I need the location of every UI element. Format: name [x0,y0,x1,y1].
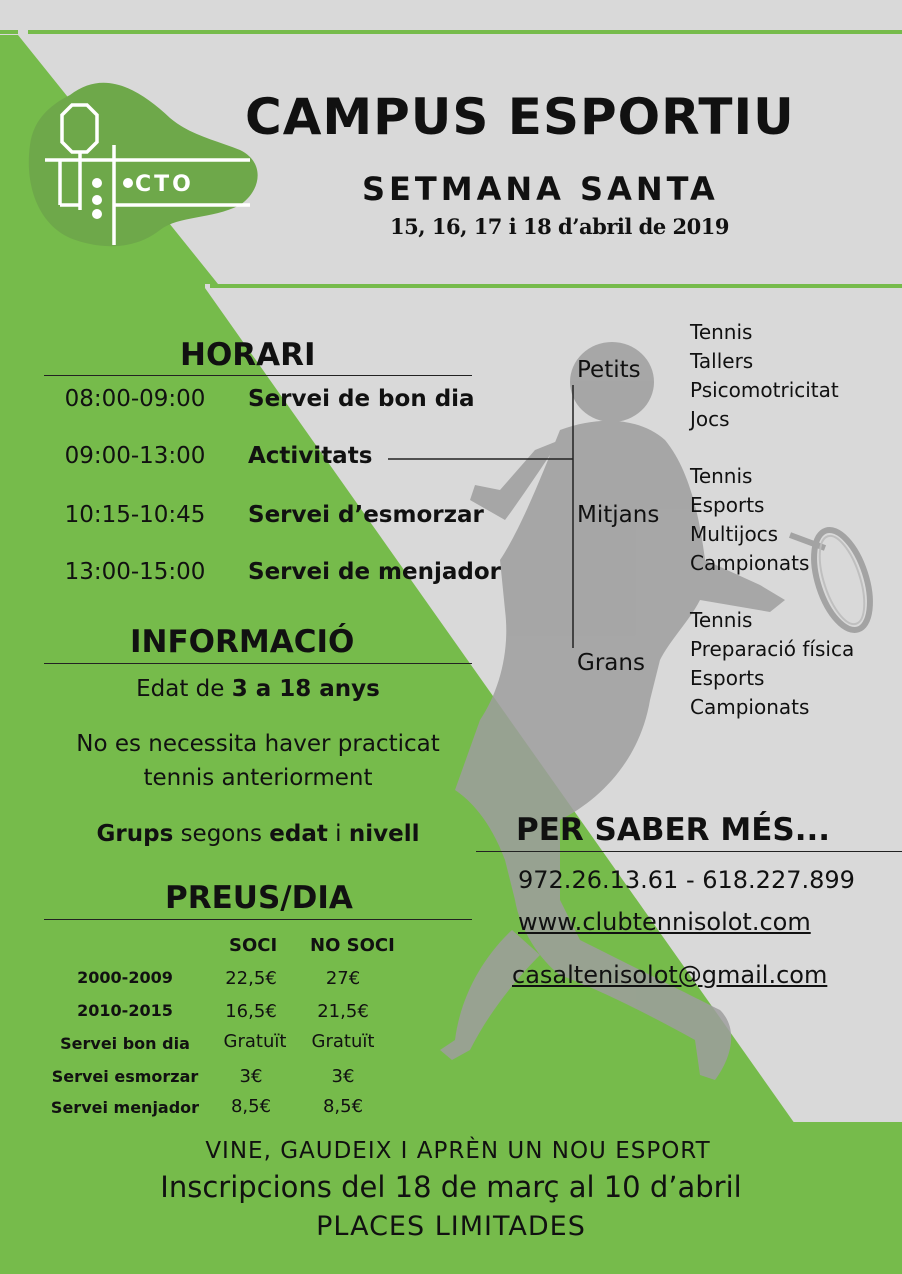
horari-heading: HORARI [180,337,316,373]
schedule-label: Servei de bon dia [248,386,475,412]
activity: Multijocs [690,522,779,546]
preus-heading: PREUS/DIA [165,880,353,916]
price-row-label: Servei esmorzar [51,1067,199,1086]
activity: Tennis [690,320,753,344]
groups-info [44,821,472,847]
activity: Preparació física [690,637,855,661]
groups-word: i [327,821,349,847]
col-no-soci: NO SOCI [310,935,395,956]
activity: Tennis [690,608,753,632]
price-row-label: 2000-2009 [77,968,173,987]
schedule-time: 09:00-13:00 [64,443,206,469]
price-soci: 3€ [239,1066,263,1087]
schedule-time: 13:00-15:00 [64,559,206,585]
footer-registration: Inscripcions del 18 de març al 10 d’abril [160,1170,742,1204]
price-soci: 16,5€ [225,1001,277,1022]
bottom-rule [0,1122,902,1126]
group-name: Mitjans [577,502,660,528]
price-soci: 8,5€ [230,1096,272,1117]
schedule-time: 10:15-10:45 [64,502,206,528]
price-row-label: Servei bon dia [60,1034,190,1053]
informacio-heading: INFORMACIÓ [130,624,355,660]
age-info [44,676,472,702]
group-name: Petits [577,357,641,383]
group-activities [690,318,839,434]
schedule-label: Servei de menjador [248,559,502,585]
experience-line-2: tennis anteriorment [143,765,373,791]
activity: Campionats [690,551,810,575]
logo-blob [29,83,258,246]
event-dates: 15, 16, 17 i 18 d’abril de 2019 [390,214,729,239]
page-title: CAMPUS ESPORTIU [245,88,795,146]
mid-rule-right [210,284,902,288]
mid-rule-left [0,284,205,288]
top-rule-left [0,30,18,34]
group-activities [690,606,854,722]
schedule-label: Activitats [248,443,373,469]
logo-text: CTO [135,172,194,197]
activity: Campionats [690,695,810,719]
preus-rule [44,919,472,920]
footer-limited: PLACES LIMITADES [316,1211,586,1242]
activity: Tennis [690,464,753,488]
groups-word: Grups [96,821,174,847]
price-row-label: Servei menjador [50,1098,200,1117]
groups-word: segons [173,821,270,847]
experience-line-1: No es necessita haver practicat [76,731,440,757]
groups-word: edat [269,821,328,847]
price-no-soci: 8,5€ [322,1096,364,1117]
schedule-label: Servei d’esmorzar [248,502,484,528]
price-no-soci: 27€ [325,968,361,989]
age-prefix: Edat de [136,676,232,702]
email-link[interactable]: casaltenisolot@gmail.com [512,961,828,989]
price-no-soci: 3€ [331,1066,355,1087]
col-soci: SOCI [229,935,278,956]
page-subtitle: SETMANA SANTA [362,170,719,208]
groups-word: nivell [348,821,420,847]
contact-heading: PER SABER MÉS... [516,812,831,848]
activity: Psicomotricitat [690,378,839,402]
price-soci: 22,5€ [225,968,277,989]
price-row-label: 2010-2015 [77,1001,173,1020]
top-rule-right [28,30,902,34]
horari-rule [44,375,472,376]
website-link[interactable]: www.clubtennisolot.com [518,908,811,936]
contact-rule [476,851,902,852]
logo [29,83,258,246]
age-range: 3 a 18 anys [231,676,380,702]
contact-phones[interactable]: 972.26.13.61 - 618.227.899 [518,866,855,894]
schedule-time: 08:00-09:00 [64,386,206,412]
group-name: Grans [577,650,645,676]
footer-slogan: VINE, GAUDEIX I APRÈN UN NOU ESPORT [205,1138,711,1164]
price-no-soci: 21,5€ [317,1001,369,1022]
informacio-rule [44,663,472,664]
price-soci: Gratuït [223,1031,287,1052]
activity: Esports [690,666,765,690]
activity: Tallers [690,349,754,373]
group-activities [690,462,809,578]
activity: Jocs [690,407,730,431]
activity: Esports [690,493,765,517]
price-no-soci: Gratuït [311,1031,375,1052]
